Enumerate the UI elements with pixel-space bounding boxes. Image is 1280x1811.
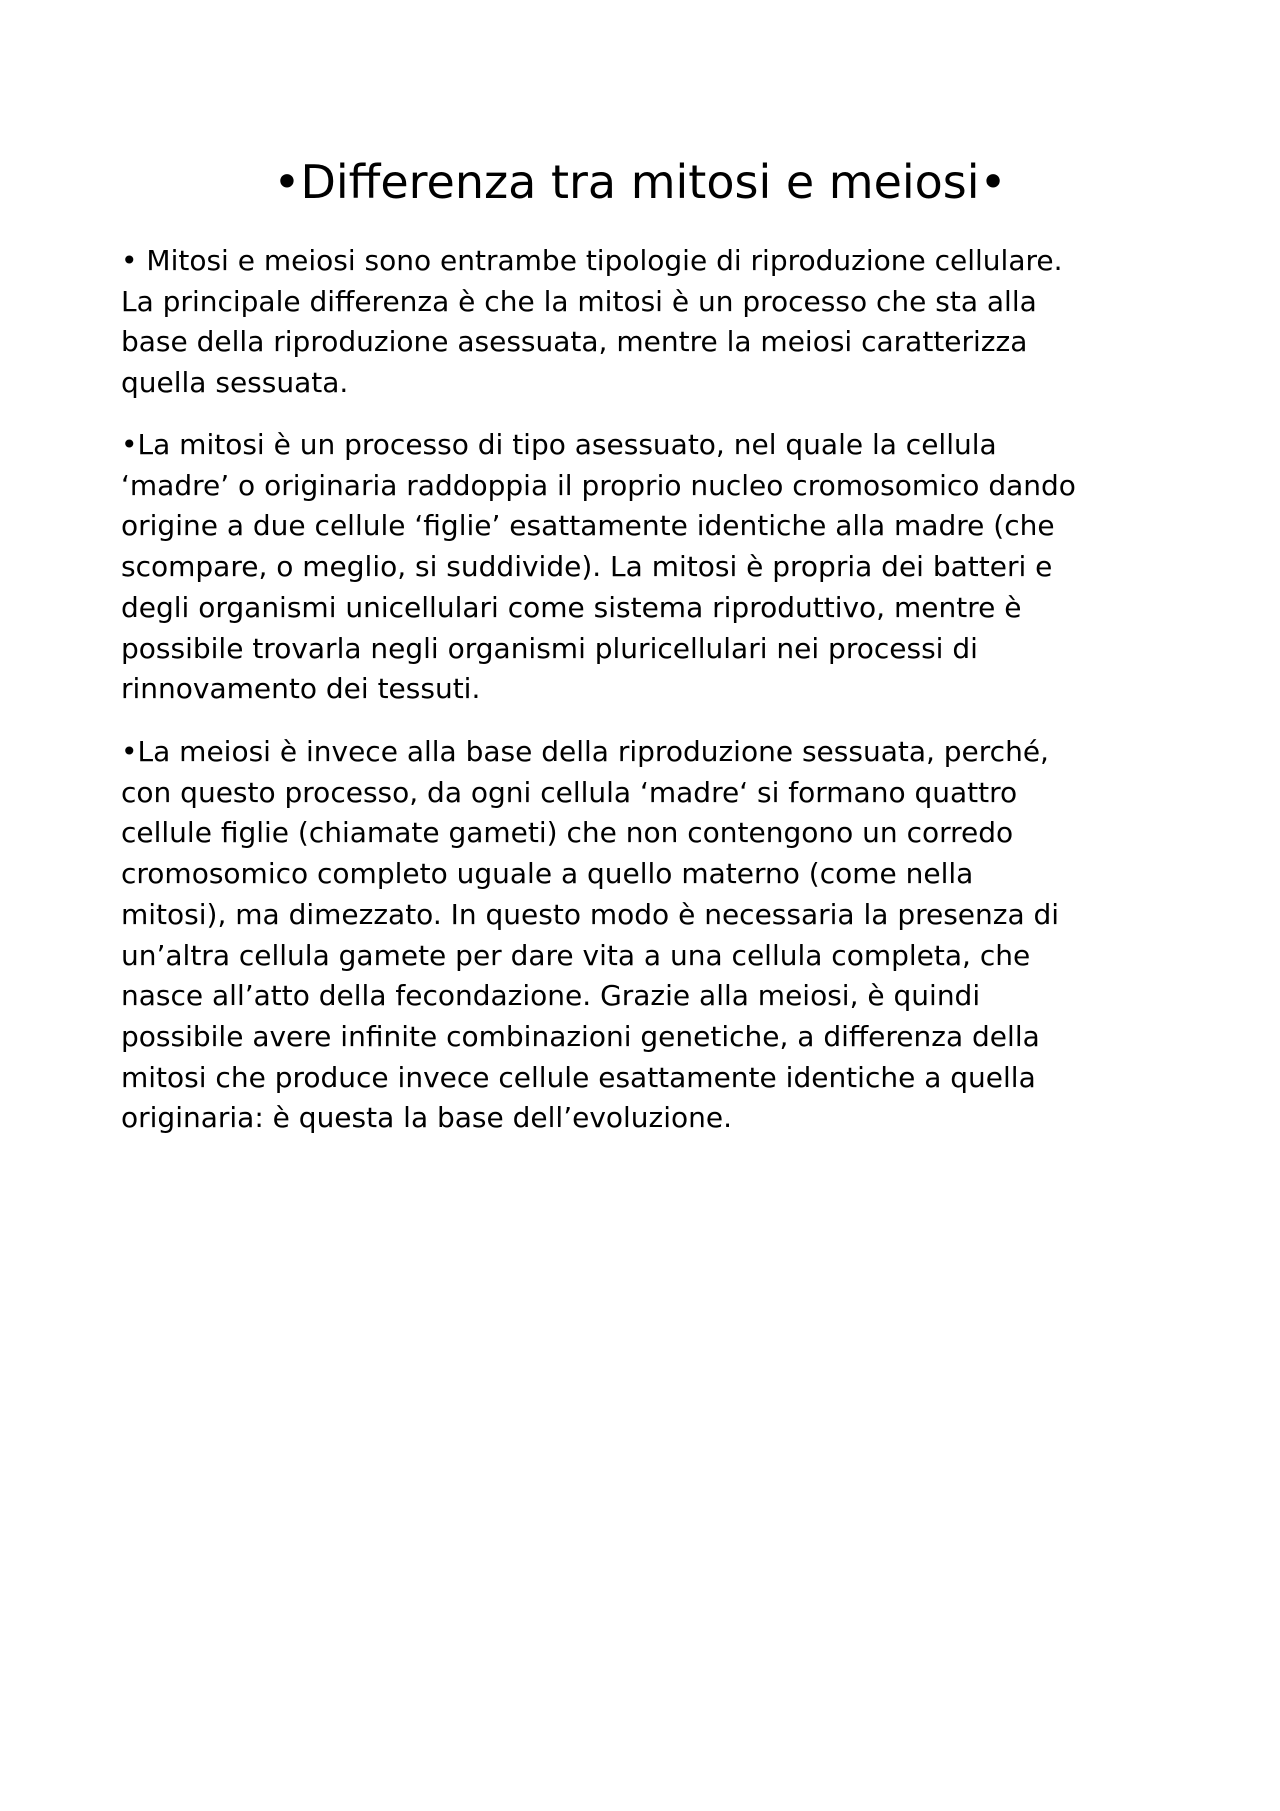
paragraph-meiosi (121, 732, 1181, 1139)
paragraph-line: scompare, o meglio, si suddivide). La mitosi è propria dei batteri e (121, 550, 1053, 584)
paragraph-line: un’altra cellula gamete per dare vita a una cellula completa, che (121, 938, 1031, 972)
paragraph-intro (121, 241, 1181, 404)
paragraph-line: base della riproduzione asessuata, mentre la meiosi caratterizza (121, 325, 1028, 359)
paragraph-line: cellule figlie (chiamate gameti) che non contengono un corredo (121, 816, 1014, 850)
paragraph-line: originaria: è questa la base dell’evoluzione. (121, 1101, 733, 1135)
paragraph-line: rinnovamento dei tessuti. (121, 672, 481, 706)
paragraph-line: possibile avere infinite combinazioni genetiche, a differenza della (121, 1019, 1040, 1053)
paragraph-line: origine a due cellule ‘figlie’ esattamente identiche alla madre (che (121, 509, 1055, 543)
paragraph-line: •La meiosi è invece alla base della riproduzione sessuata, perché, (121, 735, 1049, 768)
paragraph-line: cromosomico completo uguale a quello materno (come nella (121, 857, 974, 891)
paragraph-line: • Mitosi e meiosi sono entrambe tipologie di riproduzione cellulare. (121, 244, 1063, 277)
paragraph-line: La principale differenza è che la mitosi è un processo che sta alla (121, 284, 1037, 318)
paragraph-line: con questo processo, da ogni cellula ‘madre‘ si formano quattro (121, 775, 1018, 809)
paragraph-mitosi (121, 425, 1181, 710)
paragraph-line: ‘madre’ o originaria raddoppia il proprio nucleo cromosomico dando (121, 468, 1076, 502)
paragraph-line: mitosi che produce invece cellule esattamente identiche a quella (121, 1060, 1036, 1094)
page-title: •Differenza tra mitosi e meiosi• (273, 155, 1007, 209)
paragraph-line: degli organismi unicellulari come sistema riproduttivo, mentre è (121, 590, 1022, 624)
paragraph-line: quella sessuata. (121, 366, 349, 400)
paragraph-line: possibile trovarla negli organismi pluricellulari nei processi di (121, 631, 978, 665)
paragraph-line: nasce all’atto della fecondazione. Grazie alla meiosi, è quindi (121, 979, 981, 1013)
paragraph-line: mitosi), ma dimezzato. In questo modo è necessaria la presenza di (121, 897, 1060, 931)
paragraph-line: •La mitosi è un processo di tipo asessuato, nel quale la cellula (121, 428, 997, 461)
